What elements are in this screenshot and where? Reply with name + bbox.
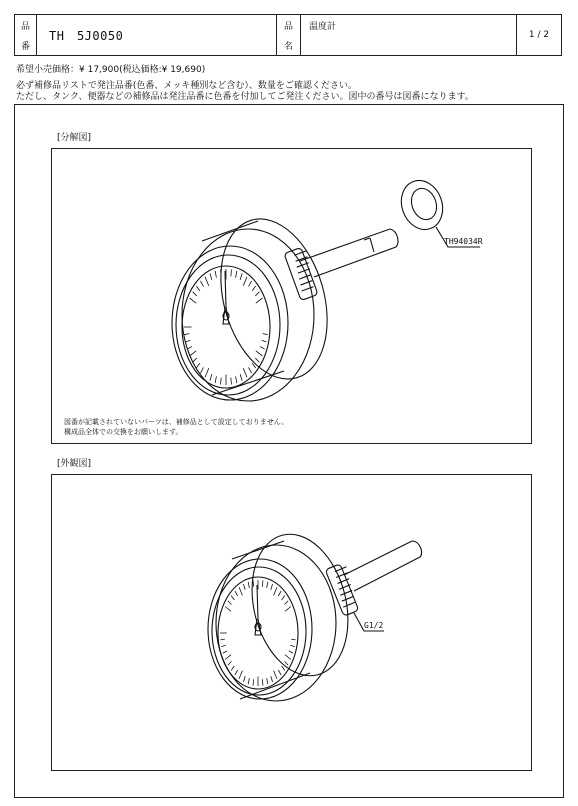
exploded-view-label: [分解図] [57,133,92,143]
dial-tick [248,367,251,373]
title-block [14,14,562,56]
dial-tick [248,281,251,287]
external-view-label: [外観図] [57,459,92,469]
dial-tick [285,661,289,665]
dial-tick [290,645,294,647]
dial-tick [285,607,291,612]
retail-price: 希望小売価格：¥ 17,900(税込価格:¥ 19,690) [16,65,206,75]
dial-tick [190,298,197,303]
dial-tick [215,376,216,383]
dial-tick [285,655,291,660]
dial-tick [231,596,234,600]
dial-tick [282,596,285,600]
dial-tick [240,374,242,380]
product-name: 温度計 [309,22,337,32]
dial-tick [236,271,237,278]
dial-tick [267,678,268,684]
order-note-line: 必ず補修品リストで発注品番(色番、メッキ種別など含む）、数量をご確認ください。 [16,81,357,91]
part-number-callout: TH94034R [444,237,483,246]
part-number-label-cell [15,15,37,55]
dial-tick [289,651,293,653]
dial-tick [255,358,259,362]
dial-tick [260,347,265,350]
dial-tick [252,286,256,291]
dial-tick [255,292,259,296]
product-name-label-top: 品 [283,21,293,32]
dial-tick [231,269,232,276]
part-number-label-bottom: 番 [20,41,30,52]
dial-tick [193,358,197,362]
dial-tick [243,277,247,286]
dial-tick [210,374,212,380]
thread-size-callout: G1/2 [364,621,384,630]
dial-tick [282,666,285,670]
order-notes [16,81,474,103]
dial-tick [196,363,200,368]
external-view-drawing [52,475,533,772]
dial-tick [239,671,242,679]
dial-tick [262,580,263,586]
dial-tick [200,367,203,373]
dial-tick [223,651,227,653]
exploded-view-note [64,417,288,437]
dial-tick [243,584,245,590]
dial-tick [271,676,273,682]
dial-tick [221,645,225,647]
dial-tick [236,376,237,383]
dial-tick [190,351,197,356]
dial-tick [243,368,247,377]
exploded-note-line: 図番が記載されていないパーツは、補修品として設定しておりません。 [64,418,289,426]
dial-tick [231,666,234,670]
order-note-line: ただし、タンク、便器などの補修品は発注品番に色番を付加してご発注ください。図中の番号は図番になります。 [16,92,474,102]
dial-tick [274,671,277,679]
dial-tick [243,676,245,682]
dial-tick [205,368,209,377]
dial-tick [220,639,225,640]
dial-tick [221,378,222,385]
dial-tick [225,607,231,612]
dial-tick [235,670,238,675]
dial-tick [253,580,254,586]
product-name-cell [301,15,517,55]
dial-tick [248,582,249,588]
dial-tick [285,601,289,605]
dial-tick [228,661,232,665]
dial-tick [215,271,216,278]
dial-tick [278,591,281,596]
dial-tick [271,584,273,590]
page-number: 1 / 2 [528,30,550,40]
part-number: TH 5J0050 [49,28,124,43]
dial-tick [235,591,238,596]
dial-tick [184,334,189,335]
page-number-cell [517,15,561,55]
dial-tick [256,351,263,356]
dial-tick [187,347,192,350]
exploded-note-line: 構成品全体での交換をお願いします。 [64,428,183,436]
dial-tick [267,582,268,588]
dial-tick [262,340,267,342]
dial-tick [239,587,242,595]
dial-tick [263,334,268,335]
dial-tick [225,655,231,660]
dial-tick [205,277,209,286]
dial-tick [278,670,281,675]
dial-tick [262,679,263,685]
part-number-label-top: 品 [20,21,30,32]
dial-tick [291,639,296,640]
dial-tick [231,378,232,385]
part-number-cell [37,15,277,55]
dial-tick [193,292,197,296]
product-name-label-cell [277,15,301,55]
dial-tick [253,679,254,685]
external-view-frame [51,474,532,771]
dial-tick [228,601,232,605]
dial-tick [256,298,263,303]
dial-tick [274,587,277,595]
drawing-area [14,104,564,798]
exploded-view-frame [51,148,532,444]
dial-tick [200,281,203,287]
dial-tick [240,273,242,279]
dial-tick [210,273,212,279]
dial-tick [248,678,249,684]
dial-tick [185,340,190,342]
exploded-view-drawing [52,149,533,445]
product-name-label-bottom: 名 [283,41,293,52]
dial-tick [196,286,200,291]
